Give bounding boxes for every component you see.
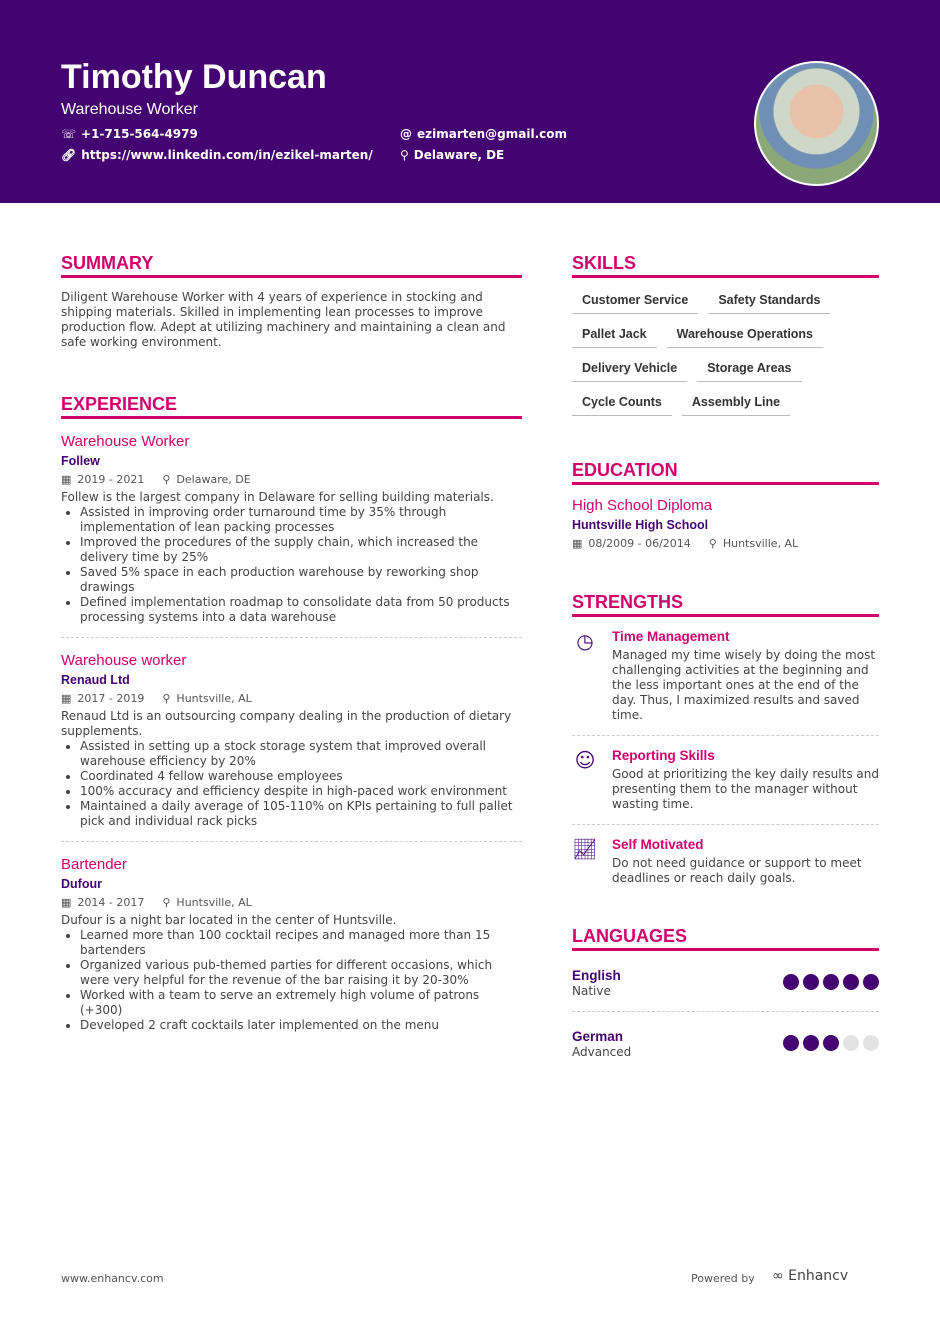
- strength-text: Do not need guidance or support to meet deadlines or reach daily goals.: [612, 856, 862, 885]
- job-description: Dufour is a night bar located in the center of Huntsville.: [61, 913, 397, 927]
- job-bullet: • Coordinated 4 fellow warehouse employees: [80, 769, 522, 784]
- candidate-title: Warehouse Worker: [61, 101, 198, 118]
- language-rating: [783, 974, 879, 990]
- powered-by: Powered by: [691, 1272, 755, 1285]
- linkedin-link[interactable]: 🔗︎ https://www.linkedin.com/in/ezikel-marten/: [61, 148, 373, 162]
- job-entry: [61, 856, 522, 1033]
- skill-tag: Storage Areas: [697, 358, 801, 382]
- rating-dot: [863, 974, 879, 990]
- skill-tag: Customer Service: [572, 290, 698, 314]
- languages-title: LANGUAGES: [572, 926, 879, 951]
- calendar-icon: ▦ 2017 - 2019: [61, 692, 145, 705]
- strength-title: Reporting Skills: [612, 748, 715, 763]
- rating-dot: [843, 974, 859, 990]
- job-bullet: • Assisted in setting up a stock storage system that improved overall warehouse efficiency by 20%: [80, 739, 522, 769]
- company: Renaud Ltd: [61, 673, 130, 687]
- language-name: English: [572, 968, 621, 983]
- rating-dot: [823, 1035, 839, 1051]
- job-title: Warehouse Worker: [61, 433, 190, 450]
- link-icon: 🔗︎: [61, 148, 77, 162]
- divider: [61, 637, 522, 638]
- skill-tag: Pallet Jack: [572, 324, 657, 348]
- job-bullet: • Saved 5% space in each production warehouse by reworking shop drawings: [80, 565, 522, 595]
- strength-text: Good at prioritizing the key daily results and presenting them to the manager without wasting time.: [612, 767, 879, 811]
- strengths-title: STRENGTHS: [572, 592, 879, 617]
- job-bullet: • Developed 2 craft cocktails later implemented on the menu: [80, 1018, 522, 1033]
- avatar: [754, 61, 879, 186]
- job-description: Renaud Ltd is an outsourcing company dealing in the production of dietary supplements.: [61, 709, 512, 738]
- job-bullet: • 100% accuracy and efficiency despite in high-paced work environment: [80, 784, 522, 799]
- skill-tag: Warehouse Operations: [667, 324, 823, 348]
- school: Huntsville High School: [572, 518, 709, 532]
- skill-tag: Assembly Line: [682, 392, 790, 416]
- map-pin-icon: ⚲: [400, 148, 409, 162]
- strength-item: [572, 736, 879, 825]
- right-column: [572, 253, 879, 1072]
- job-bullet: • Assisted in improving order turnaround time by 35% through implementation of lean packing processes: [80, 505, 522, 535]
- clock-icon: ◷: [576, 629, 594, 653]
- education-title: EDUCATION: [572, 460, 879, 485]
- skills-list: [572, 290, 879, 416]
- summary-title: SUMMARY: [61, 253, 522, 278]
- skill-tag: Delivery Vehicle: [572, 358, 687, 382]
- job-bullet: • Learned more than 100 cocktail recipes and managed more than 15 bartenders: [80, 928, 522, 958]
- job-entry: [61, 652, 522, 842]
- location: ⚲ Delaware, DE: [400, 148, 505, 162]
- candidate-name: Timothy Duncan: [61, 58, 327, 96]
- job-bullet: • Defined implementation roadmap to consolidate data from 50 products processing systems into a data warehouse: [80, 595, 522, 625]
- at-icon: @: [400, 127, 412, 141]
- job-entry: [61, 433, 522, 638]
- strength-title: Self Motivated: [612, 837, 704, 852]
- calendar-icon: ▦ 2019 - 2021: [61, 473, 145, 486]
- job-bullet: • Improved the procedures of the supply chain, which increased the delivery time by 25%: [80, 535, 522, 565]
- skill-tag: Cycle Counts: [572, 392, 672, 416]
- chart-line-icon: 📈︎: [572, 837, 598, 861]
- rating-dot: [803, 1035, 819, 1051]
- language-level: Advanced: [572, 1045, 632, 1059]
- experience-title: EXPERIENCE: [61, 394, 522, 419]
- phone: ☏ +1-715-564-4979: [61, 127, 198, 141]
- job-bullet: • Worked with a team to serve an extremely high volume of patrons (+300): [80, 988, 522, 1018]
- strength-text: Managed my time wisely by doing the most challenging activities at the beginning and the less important ones at the end of the day. Thus, I maximized results and saved time.: [612, 648, 876, 722]
- rating-dot: [783, 1035, 799, 1051]
- job-description: Follew is the largest company in Delaware for selling building materials.: [61, 490, 494, 504]
- job-bullet: • Maintained a daily average of 105-110% on KPIs pertaining to full pallet pick and individual rack picks: [80, 799, 522, 829]
- map-pin-icon: ⚲ Huntsville, AL: [162, 896, 252, 909]
- headset-icon: ☺: [574, 748, 596, 772]
- language-item: [572, 1012, 879, 1072]
- phone-icon: ☏: [61, 127, 77, 141]
- skill-tag: Safety Standards: [708, 290, 830, 314]
- map-pin-icon: ⚲ Delaware, DE: [162, 473, 251, 486]
- footer-website[interactable]: www.enhancv.com: [61, 1272, 164, 1285]
- divider: [61, 841, 522, 842]
- rating-dot: [823, 974, 839, 990]
- calendar-icon: ▦ 2014 - 2017: [61, 896, 145, 909]
- resume-header: [0, 0, 940, 203]
- skills-title: SKILLS: [572, 253, 879, 278]
- rating-dot: [863, 1035, 879, 1051]
- language-name: German: [572, 1029, 624, 1044]
- job-title: Bartender: [61, 856, 127, 873]
- map-pin-icon: ⚲ Huntsville, AL: [708, 537, 799, 550]
- language-level: Native: [572, 984, 611, 998]
- enhancv-logo: ∞ Enhancv: [772, 1268, 849, 1284]
- rating-dot: [803, 974, 819, 990]
- rating-dot: [843, 1035, 859, 1051]
- job-title: Warehouse worker: [61, 652, 187, 669]
- summary-text: Diligent Warehouse Worker with 4 years of experience in stocking and shipping materials. Skilled in implementing lean processes to improve production flow. Adept at utilizing machinery and maintaining a clean and safe working environment.: [61, 290, 506, 349]
- job-bullet: • Organized various pub-themed parties for different occasions, which were very helpful for the revenue of the bar raising it by 20-30%: [80, 958, 522, 988]
- company: Dufour: [61, 877, 102, 891]
- strength-item: [572, 617, 879, 736]
- email[interactable]: @ ezimarten@gmail.com: [400, 127, 568, 141]
- left-column: [61, 253, 522, 1033]
- calendar-icon: ▦ 08/2009 - 06/2014: [572, 537, 691, 550]
- degree: High School Diploma: [572, 497, 713, 514]
- company: Follew: [61, 454, 100, 468]
- language-item: [572, 951, 879, 1012]
- rating-dot: [783, 974, 799, 990]
- map-pin-icon: ⚲ Huntsville, AL: [162, 692, 252, 705]
- language-rating: [783, 1035, 879, 1051]
- strength-item: [572, 825, 879, 898]
- strength-title: Time Management: [612, 629, 730, 644]
